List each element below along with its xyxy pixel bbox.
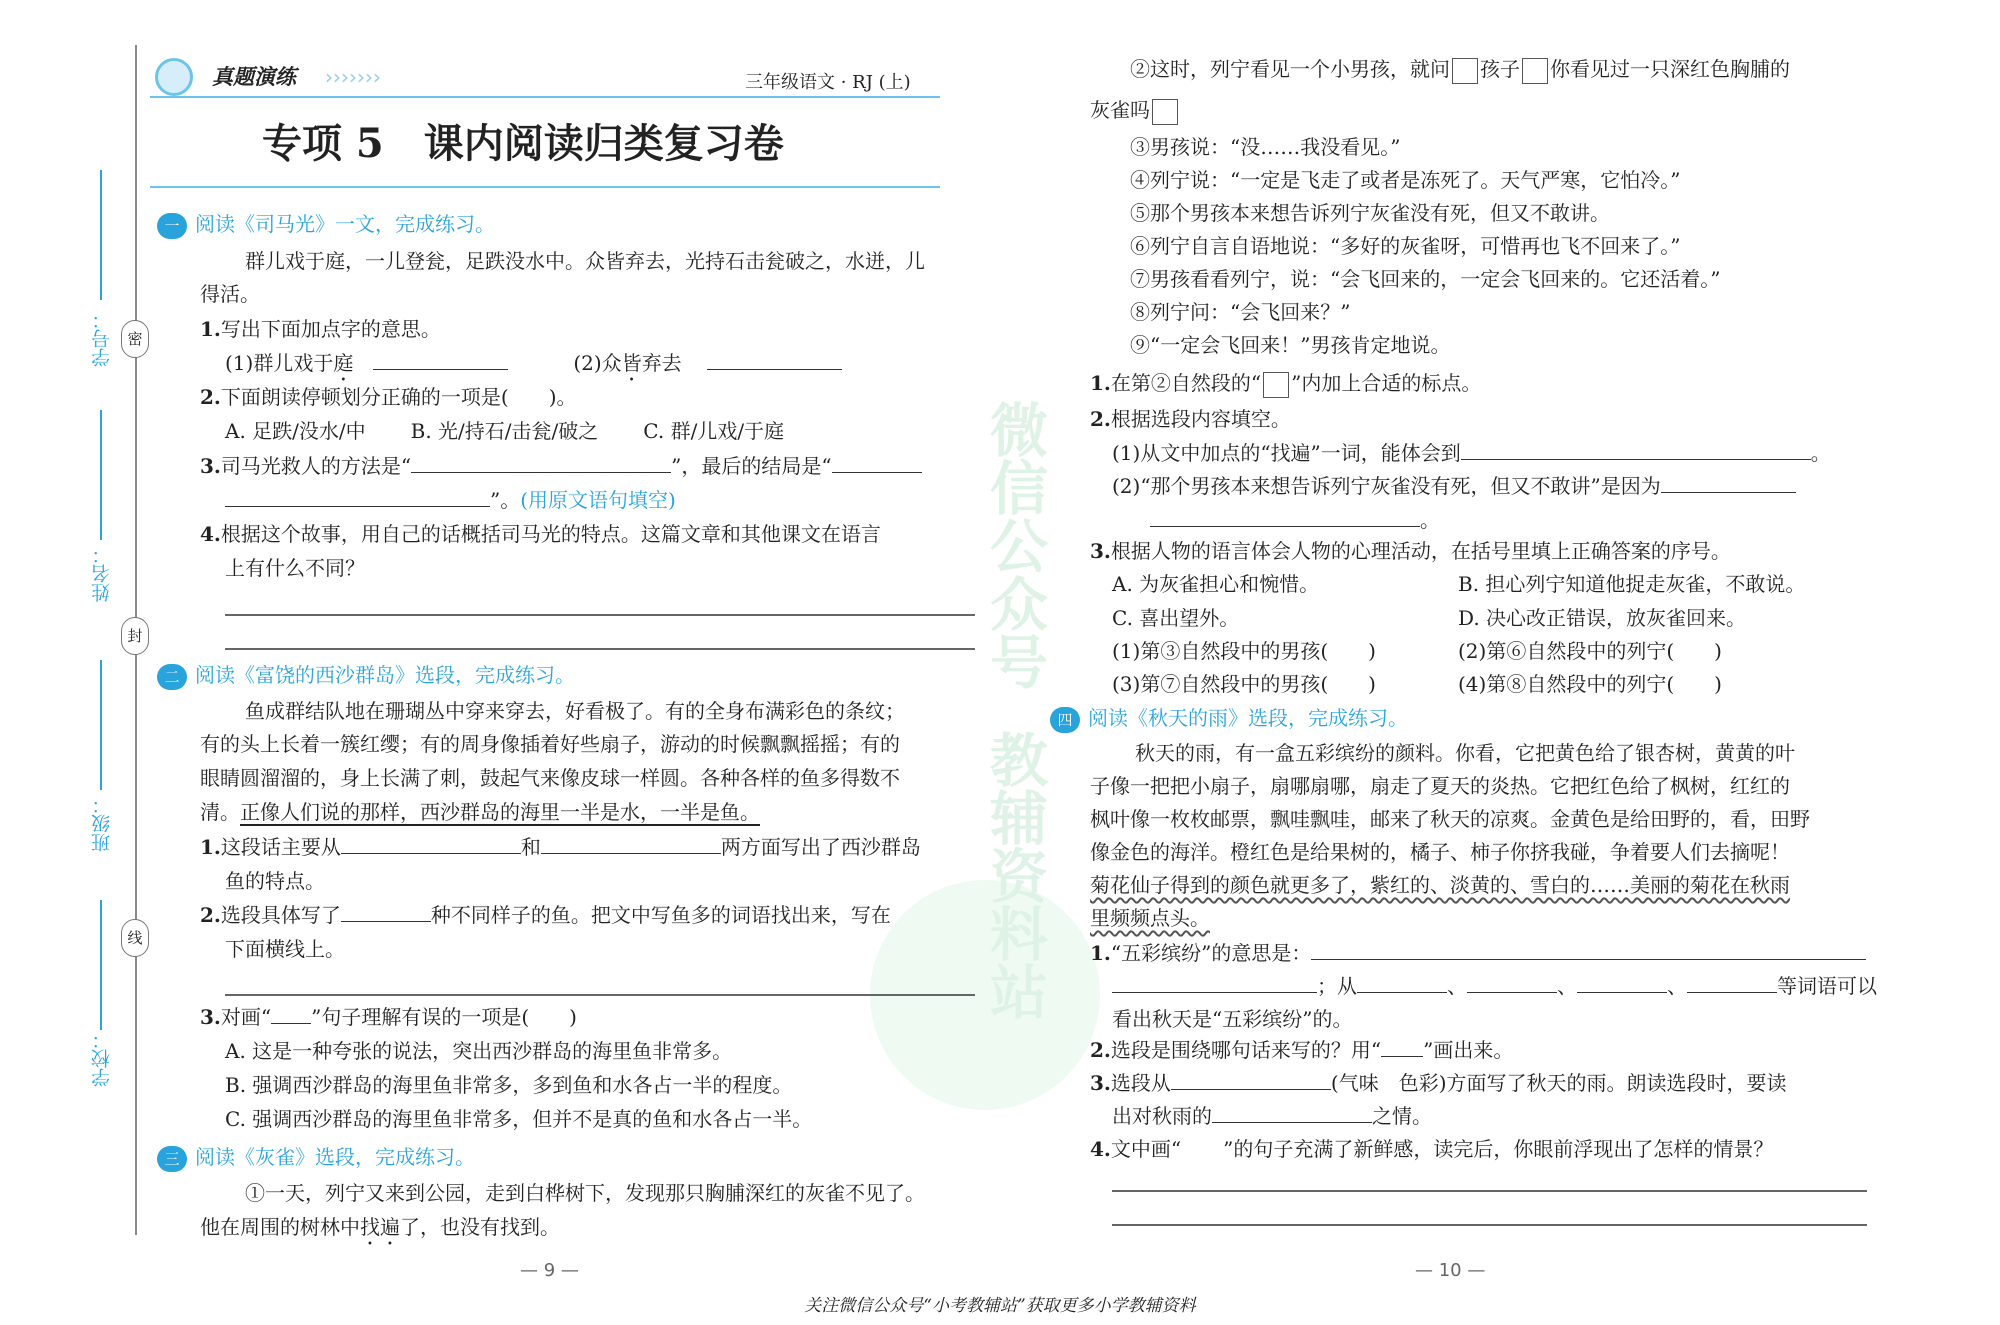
- answer-blank[interactable]: [1687, 973, 1777, 993]
- question-1-cont: 鱼的特点。: [225, 869, 325, 893]
- answer-blank[interactable]: [373, 350, 508, 370]
- answer-blank[interactable]: [832, 453, 922, 473]
- question-2-options: A. 足跌/没水/中 B. 光/持石/击瓮/破之 C. 群/儿戏/于庭: [225, 419, 785, 443]
- section-2-heading: [157, 662, 575, 690]
- section-title: 阅读《富饶的西沙群岛》选段，完成练习。: [195, 663, 575, 687]
- passage-line: 里频频点头。: [1090, 906, 1210, 930]
- passage-line: 有的头上长着一簇红缨；有的周身像插着好些扇子，游动的时候飘飘摇摇；有的: [200, 732, 900, 756]
- question-1: 1.在第②自然段的“ ”内加上合适的标点。: [1090, 370, 1481, 398]
- passage-line: 鱼成群结队地在珊瑚丛中穿来穿去，好看极了。有的全身布满彩色的条纹；: [245, 699, 905, 723]
- passage-line: ②这时，列宁看见一个小男孩，就问 孩子 你看见过一只深红色胸脯的: [1130, 56, 1790, 84]
- field-student-id: 学号：: [91, 310, 113, 367]
- field-class: 班级：: [91, 795, 113, 852]
- passage-line: 灰雀吗: [1090, 97, 1180, 125]
- question-1: 1.写出下面加点字的意思。: [200, 317, 441, 341]
- punctuation-box: [1263, 372, 1289, 398]
- question-2-cont: 下面横线上。: [225, 937, 345, 961]
- section-badge: 二: [157, 664, 187, 690]
- answer-blank[interactable]: [1212, 1103, 1372, 1123]
- header-rule: [150, 96, 940, 98]
- watermark-line1: 微信公众号: [980, 400, 1048, 690]
- fill-item[interactable]: (1)第③自然段中的男孩( ): [1112, 639, 1376, 663]
- section-badge: 一: [157, 213, 187, 239]
- section-1-heading: [157, 211, 495, 239]
- passage-line: ⑨“一定会飞回来！”男孩肯定地说。: [1130, 333, 1451, 357]
- answer-blank[interactable]: [1311, 940, 1866, 960]
- seal-feng: 封: [121, 617, 149, 655]
- answer-blank[interactable]: [541, 834, 721, 854]
- answer-line[interactable]: [1112, 1190, 1867, 1192]
- question-2: 2.选段具体写了 种不同样子的鱼。把文中写鱼多的词语找出来，写在: [200, 903, 891, 927]
- question-1: 1.这段话主要从 和 两方面写出了西沙群岛: [200, 835, 921, 859]
- option-d: D. 决心改正错误，放灰雀回来。: [1458, 606, 1747, 630]
- question-2: 2.根据选段内容填空。: [1090, 407, 1291, 431]
- header-badge: 真题演练: [212, 64, 296, 89]
- field-line: [100, 660, 102, 790]
- page-number-left: — 9 —: [520, 1260, 579, 1281]
- answer-blank[interactable]: [225, 487, 490, 507]
- seal-xian: 线: [121, 919, 149, 957]
- question-2-2: (2)“那个男孩本来想告诉列宁灰雀没有死，但又不敢讲”是因为: [1112, 473, 1796, 499]
- section-title: 阅读《灰雀》选段，完成练习。: [195, 1145, 475, 1169]
- field-school: 学校：: [91, 1030, 113, 1087]
- seal-mi: 密: [121, 320, 149, 358]
- question-1-cont: 看出秋天是“五彩缤纷”的。: [1112, 1007, 1353, 1031]
- question-2-2-cont: 。: [1150, 507, 1440, 533]
- fill-item[interactable]: (4)第⑧自然段中的列宁( ): [1458, 672, 1722, 696]
- answer-line[interactable]: [225, 648, 975, 650]
- logo-icon: [155, 58, 193, 96]
- section-title: 阅读《秋天的雨》选段，完成练习。: [1088, 706, 1408, 730]
- punctuation-box[interactable]: [1452, 58, 1478, 84]
- answer-blank[interactable]: [1577, 973, 1667, 993]
- question-1-items: (1)群儿戏于庭 (2)众皆弃去: [225, 350, 842, 386]
- answer-blank[interactable]: [1661, 473, 1796, 493]
- question-1-cont: ；从 、 、 、 等词语可以: [1112, 973, 1877, 999]
- title-rule: [150, 186, 940, 188]
- answer-blank[interactable]: [341, 902, 431, 922]
- answer-blank[interactable]: [1357, 973, 1447, 993]
- passage-line: 眼睛圆溜溜的，身上长满了刺，鼓起气来像皮球一样圆。各种各样的鱼多得数不: [200, 766, 900, 790]
- question-3: 3.根据人物的语言体会人物的心理活动，在括号里填上正确答案的序号。: [1090, 539, 1731, 563]
- answer-line[interactable]: [225, 994, 975, 996]
- question-3-cont: 出对秋雨的 之情。: [1112, 1104, 1432, 1128]
- option-a: A. 为灰雀担心和惋惜。: [1112, 572, 1320, 596]
- passage-line: 得活。: [200, 282, 260, 306]
- passage-line: 菊花仙子得到的颜色就更多了，紫红的、淡黄的、雪白的……美丽的菊花在秋雨: [1090, 873, 1790, 897]
- option-a: A. 这是一种夸张的说法，突出西沙群岛的海里鱼非常多。: [225, 1039, 733, 1063]
- passage-line: 群儿戏于庭，一儿登瓮，足跌没水中。众皆弃去，光持石击瓮破之，水迸，儿: [245, 249, 925, 273]
- question-3: 3.司马光救人的方法是“ ”，最后的结局是“: [200, 453, 922, 479]
- footer-note: 关注微信公众号“小考教辅站”获取更多小学教辅资料: [804, 1296, 1196, 1316]
- answer-blank[interactable]: [1467, 973, 1557, 993]
- passage-line: ⑥列宁自言自语地说：“多好的灰雀呀，可惜再也飞不回来了。”: [1130, 234, 1681, 258]
- section-title: 阅读《司马光》一文，完成练习。: [195, 212, 495, 236]
- section-badge: 三: [157, 1146, 187, 1172]
- watermark-line2: 教辅资料站: [980, 730, 1048, 1020]
- punctuation-box[interactable]: [1152, 99, 1178, 125]
- field-name: 姓名：: [91, 545, 113, 602]
- passage-line: ④列宁说：“一定是飞走了或者是冻死了。天气严寒，它怕冷。”: [1130, 168, 1681, 192]
- section-4-heading: [1050, 705, 1408, 733]
- answer-blank[interactable]: [707, 350, 842, 370]
- punctuation-box[interactable]: [1522, 58, 1548, 84]
- passage-line: 子像一把把小扇子，扇哪扇哪，扇走了夏天的炎热。它把红色给了枫树，红红的: [1090, 774, 1790, 798]
- field-line: [100, 410, 102, 540]
- course-label: 三年级语文 · RJ (上): [745, 72, 911, 93]
- page-title: 专项 5 课内阅读归类复习卷: [262, 120, 784, 167]
- passage-line: 秋天的雨，有一盒五彩缤纷的颜料。你看，它把黄色给了银杏树，黄黄的叶: [1135, 741, 1795, 765]
- passage-line: ①一天，列宁又来到公园，走到白桦树下，发现那只胸脯深红的灰雀不见了。: [245, 1181, 925, 1205]
- answer-blank[interactable]: [1171, 1070, 1331, 1090]
- option-c: C. 强调西沙群岛的海里鱼非常多，但并不是真的鱼和水各占一半。: [225, 1107, 813, 1131]
- header-arrows: ›››››››: [325, 65, 381, 89]
- passage-line: 他在周围的树林中找遍了，也没有找到。: [200, 1215, 560, 1239]
- field-line: [100, 900, 102, 1030]
- passage-line: ⑦男孩看看列宁，说：“会飞回来的，一定会飞回来的。它还活着。”: [1130, 267, 1721, 291]
- question-3-cont: ”。(用原文语句填空): [225, 487, 676, 513]
- question-3: 3.选段从 (气味 色彩)方面写了秋天的雨。朗读选段时，要读: [1090, 1071, 1787, 1095]
- answer-blank[interactable]: [1112, 973, 1317, 993]
- fill-item[interactable]: (2)第⑥自然段中的列宁( ): [1458, 639, 1722, 663]
- option-b: B. 担心列宁知道他捉走灰雀，不敢说。: [1458, 572, 1806, 596]
- page-number-right: — 10 —: [1415, 1260, 1486, 1281]
- answer-blank[interactable]: [341, 834, 521, 854]
- answer-blank[interactable]: [1461, 440, 1811, 460]
- question-2: 2.选段是围绕哪句话来写的？用“ ”画出来。: [1090, 1038, 1514, 1062]
- question-4: 4.文中画“ ”的句子充满了新鲜感，读完后，你眼前浮现出了怎样的情景？: [1090, 1137, 1774, 1161]
- question-3: 3.对画“ ”句子理解有误的一项是( ): [200, 1005, 577, 1029]
- question-2-1: (1)从文中加点的“找遍”一词，能体会到 。: [1112, 441, 1831, 465]
- field-line: [100, 170, 102, 300]
- answer-line[interactable]: [1112, 1224, 1867, 1226]
- fill-item[interactable]: (3)第⑦自然段中的男孩( ): [1112, 672, 1376, 696]
- question-4-cont: 上有什么不同？: [225, 556, 365, 580]
- passage-line: 枫叶像一枚枚邮票，飘哇飘哇，邮来了秋天的凉爽。金黄色是给田野的，看，田野: [1090, 807, 1810, 831]
- answer-blank[interactable]: [411, 453, 671, 473]
- option-b: B. 强调西沙群岛的海里鱼非常多，多到鱼和水各占一半的程度。: [225, 1073, 793, 1097]
- passage-line: ③男孩说：“没……我没看见。”: [1130, 135, 1401, 159]
- question-2: 2.下面朗读停顿划分正确的一项是( )。: [200, 385, 577, 409]
- passage-line: 清。正像人们说的那样，西沙群岛的海里一半是水，一半是鱼。: [200, 800, 760, 824]
- question-4: 4.根据这个故事，用自己的话概括司马光的特点。这篇文章和其他课文在语言: [200, 522, 881, 546]
- section-badge: 四: [1050, 707, 1080, 733]
- answer-line[interactable]: [225, 614, 975, 616]
- passage-line: ⑤那个男孩本来想告诉列宁灰雀没有死，但又不敢讲。: [1130, 201, 1610, 225]
- passage-line: ⑧列宁问：“会飞回来？”: [1130, 300, 1351, 324]
- question-1: 1.“五彩缤纷”的意思是：: [1090, 940, 1866, 966]
- section-3-heading: [157, 1144, 475, 1172]
- option-c: C. 喜出望外。: [1112, 606, 1240, 630]
- answer-blank[interactable]: [1150, 507, 1420, 527]
- passage-line: 像金色的海洋。橙红色是给果树的，橘子、柿子你挤我碰，争着要人们去摘呢！: [1090, 840, 1790, 864]
